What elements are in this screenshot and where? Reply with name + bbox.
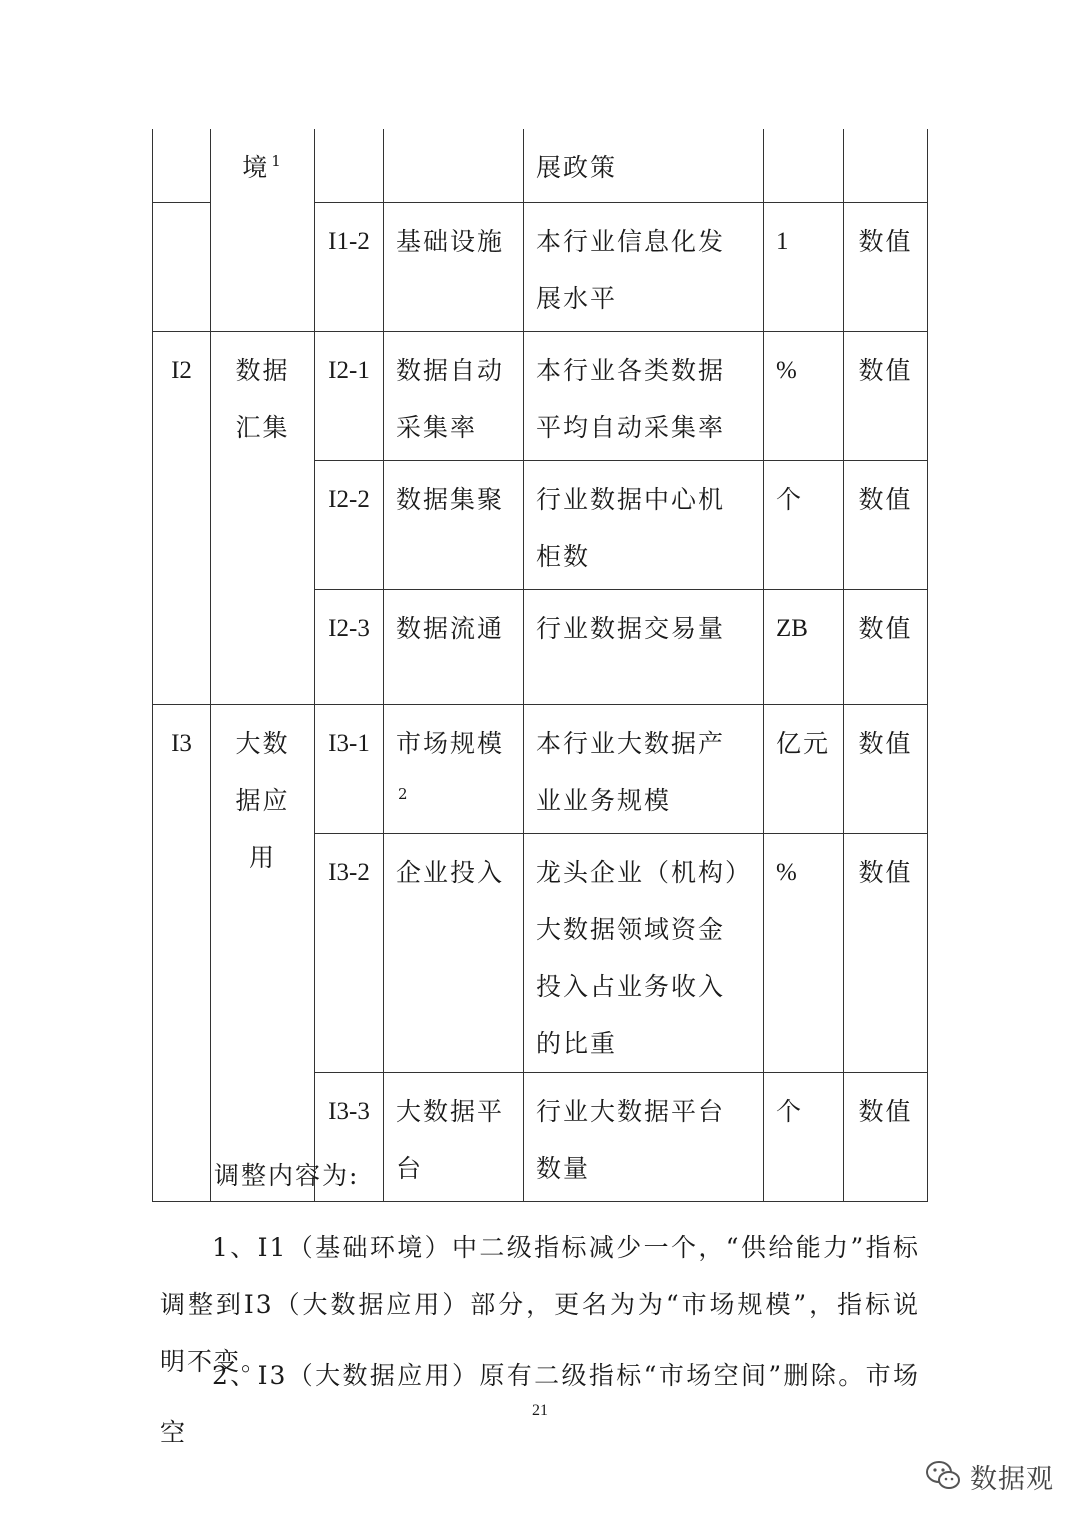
page-number: 21	[532, 1402, 548, 1419]
cell-level2-code: I3-2	[315, 833, 384, 1072]
footnote-mark: 2	[398, 784, 410, 803]
cell-level2-name: 数据自动采集率	[384, 331, 524, 460]
cell-type: 数值	[844, 589, 928, 704]
table-row	[153, 331, 928, 460]
cell-level2-name: 数据流通	[384, 589, 524, 704]
cell-unit: %	[764, 331, 844, 460]
cell-level1-code: I2	[153, 331, 211, 704]
cell-unit: 个	[764, 1072, 844, 1201]
wechat-icon	[924, 1456, 964, 1496]
cell-level2-code	[315, 129, 384, 202]
cell-description: 本行业各类数据平均自动采集率	[524, 331, 764, 460]
cell-type: 数值	[844, 331, 928, 460]
paragraph-1: 1、I1（基础环境）中二级指标减少一个，“供给能力”指标调整到I3（大数据应用）部分，更名为为“市场规模”，指标说明不变。	[160, 1233, 920, 1376]
cell-level2-code: I2-2	[315, 460, 384, 589]
cell-level1-code: I3	[153, 704, 211, 1201]
cell-description: 本行业信息化发展水平	[524, 202, 764, 331]
cell-level2-code: I1-2	[315, 202, 384, 331]
cell-level1-name: 数据汇集	[211, 331, 315, 704]
cell-unit: 1	[764, 202, 844, 331]
watermark	[924, 1456, 1054, 1496]
cell-level1-code	[153, 129, 211, 202]
cell-description: 展政策	[524, 129, 764, 202]
table-row	[153, 704, 928, 833]
cell-description: 行业大数据平台数量	[524, 1072, 764, 1201]
cell-level2-code: I3-1	[315, 704, 384, 833]
level2-name-text: 市场规模	[396, 728, 505, 758]
cell-type: 数值	[844, 704, 928, 833]
watermark-text: 数据观	[970, 1463, 1054, 1495]
cell-unit: 亿元	[764, 704, 844, 833]
cell-description: 行业数据交易量	[524, 589, 764, 704]
footnote-mark: 1	[271, 152, 283, 170]
cell-type: 数值	[844, 202, 928, 331]
table-row	[153, 129, 928, 202]
level1-name-text: 境	[242, 153, 270, 182]
cell-level2-name	[384, 129, 524, 202]
cell-level1-name: 大数据应用	[211, 704, 315, 1201]
indicator-table	[152, 129, 928, 1202]
cell-description: 本行业大数据产业业务规模	[524, 704, 764, 833]
cell-level1-code	[153, 202, 211, 331]
cell-unit: %	[764, 833, 844, 1072]
cell-level2-code: I2-1	[315, 331, 384, 460]
cell-level2-name: 数据集聚	[384, 460, 524, 589]
adjustment-heading: 调整内容为:	[214, 1161, 360, 1190]
cell-level2-code: I2-3	[315, 589, 384, 704]
cell-type: 数值	[844, 1072, 928, 1201]
cell-description: 龙头企业（机构）大数据领域资金投入占业务收入的比重	[524, 833, 764, 1072]
cell-level2-name: 企业投入	[384, 833, 524, 1072]
cell-level2-name	[384, 704, 524, 833]
cell-unit: ZB	[764, 589, 844, 704]
cell-level2-name: 大数据平台	[384, 1072, 524, 1201]
cell-level1-name	[211, 129, 315, 331]
paragraph-2: 2、I3（大数据应用）原有二级指标“市场空间”删除。市场空	[160, 1361, 920, 1447]
cell-type: 数值	[844, 833, 928, 1072]
cell-description: 行业数据中心机柜数	[524, 460, 764, 589]
cell-type: 数值	[844, 460, 928, 589]
cell-level2-code: I3-3	[315, 1072, 384, 1201]
cell-unit	[764, 129, 844, 202]
cell-unit: 个	[764, 460, 844, 589]
cell-level2-name: 基础设施	[384, 202, 524, 331]
cell-type	[844, 129, 928, 202]
